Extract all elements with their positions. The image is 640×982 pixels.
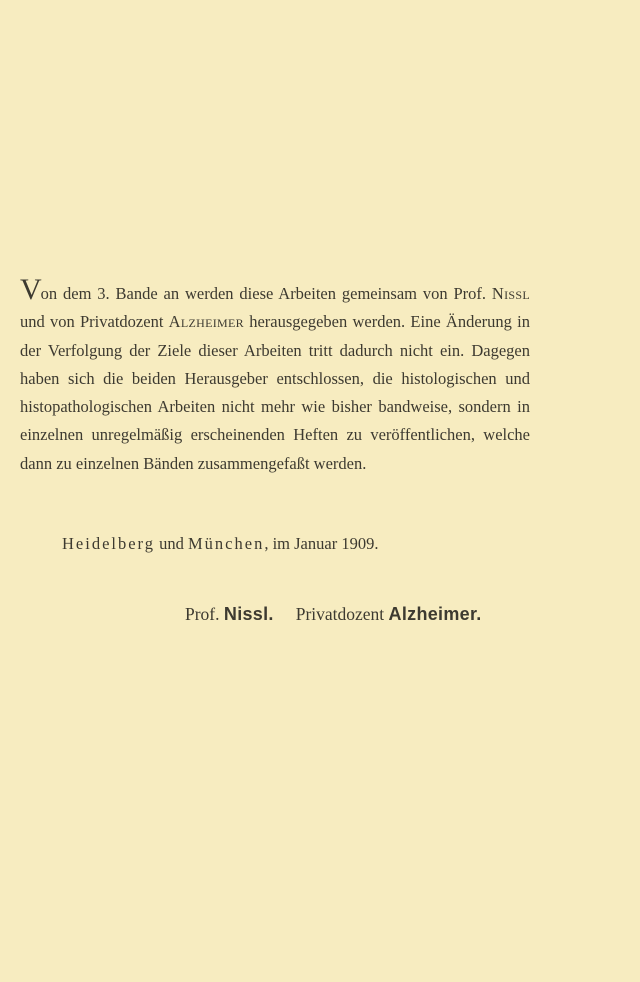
signature-1-title: Prof.: [185, 604, 224, 624]
signature-1-name: Nissl.: [223, 604, 274, 624]
conjunction: und: [155, 534, 189, 553]
notice-text-a: Prof.: [453, 284, 492, 303]
notice-paragraph: [20, 273, 530, 478]
date-text: , im Januar 1909.: [264, 534, 379, 553]
signature-2-title: Privatdozent: [295, 604, 389, 624]
place-date-line: [62, 530, 378, 558]
notice-text-b: und von Privatdozent: [20, 312, 169, 332]
notice-text-c: herausgegeben werden. Eine Änderung in der Verfolgung der Ziele dieser Arbeiten tritt dadurch nicht ein. Dagegen haben sich die beiden Herausgeber entschlossen, die histologischen und histopathologischen Arbeiten nicht mehr wie bisher bandweise, sondern in einzelnen unregelmäßig erscheinenden Heften zu veröffentlichen, welche dann zu einzelnen Bänden zusammengefaßt werden.: [20, 312, 530, 473]
city-heidelberg: Heidelberg: [62, 534, 156, 553]
name-nissl: Nissl: [491, 284, 530, 303]
drop-cap-initial: V: [20, 273, 41, 306]
city-muenchen: München: [188, 534, 265, 553]
signature-2-name: Alzheimer.: [388, 604, 482, 624]
signatures-line: [185, 600, 482, 628]
name-alzheimer: Alzheimer: [168, 312, 244, 332]
notice-line-1: on dem 3. Bande an werden diese Arbeiten gemeinsam von: [40, 284, 448, 303]
